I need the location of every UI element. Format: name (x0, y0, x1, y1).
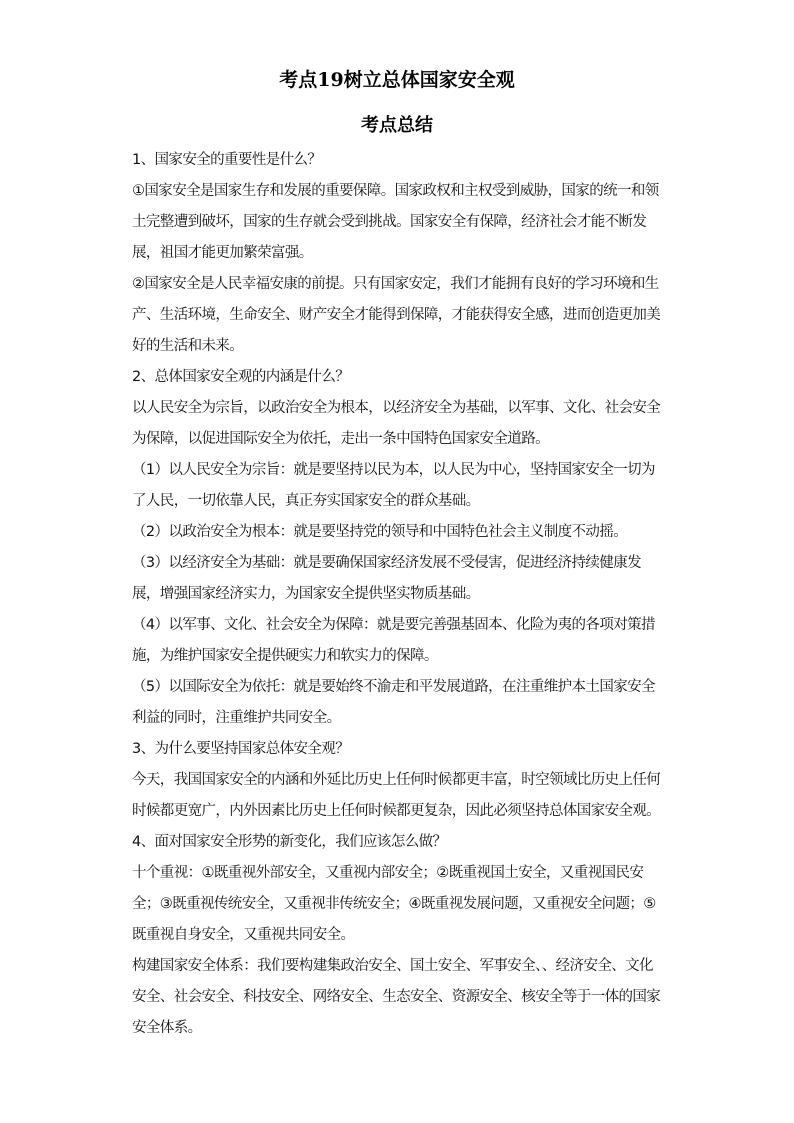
paragraph: （3）以经济安全为基础：就是要确保国家经济发展不受侵害，促进经济持续健康发展，增强国家经济实力，为国家安全提供坚实物质基础。 (132, 555, 642, 602)
document-body (132, 145, 664, 1044)
paragraph: （4）以军事、文化、社会安全为保障：就是要完善强基固本、化险为夷的各项对策措施，为维护国家安全提供硬实力和软实力的保障。 (132, 617, 655, 664)
document-subtitle: 考点总结 (361, 115, 433, 136)
paragraph: 构建国家安全体系：我们要构建集政治安全、国土安全、军事安全、、经济安全、文化安全、社会安全、科技安全、网络安全、生态安全、资源安全、核安全等于一体的国家安全体系。 (132, 958, 661, 1036)
document-title: 考点19树立总体国家安全观 (279, 69, 515, 91)
paragraph: ①国家安全是国家生存和发展的重要保障。国家政权和主权受到威胁，国家的统一和领土完整遭到破坏，国家的生存就会受到挑战。国家安全有保障，经济社会才能不断发展，祖国才能更加繁荣富强。 (132, 183, 659, 261)
paragraph: （2）以政治安全为根本：就是要坚持党的领导和中国特色社会主义制度不动摇。 (132, 524, 628, 540)
paragraph: 今天，我国国家安全的内涵和外延比历史上任何时候都更丰富，时空领域比历史上任何时候都更宽广，内外因素比历史上任何时候都更复杂，因此必须坚持总体国家安全观。 (132, 772, 661, 819)
paragraph: （1）以人民安全为宗旨：就是要坚持以民为本，以人民为中心，坚持国家安全一切为了人民，一切依靠人民，真正夯实国家安全的群众基础。 (132, 462, 655, 509)
paragraph: 十个重视：①既重视外部安全，又重视内部安全；②既重视国土安全，又重视国民安全；③既重视传统安全，又重视非传统安全；④既重视发展问题，又重视安全问题；⑤既重视自身安全，又重视共同安全。 (132, 865, 656, 943)
question-4-heading: 4、面对国家安全形势的新变化，我们应该怎么做？ (132, 834, 447, 850)
paragraph: ②国家安全是人民幸福安康的前提。只有国家安定，我们才能拥有良好的学习环境和生产、生活环境，生命安全、财产安全才能得到保障，才能获得安全感，进而创造更加美好的生活和未来。 (132, 276, 661, 354)
question-1-heading: 1、国家安全的重要性是什么？ (132, 152, 322, 168)
paragraph: （5）以国际安全为依托：就是要始终不渝走和平发展道路，在注重维护本土国家安全利益的同时，注重维护共同安全。 (132, 679, 655, 726)
question-3-heading: 3、为什么要坚持国家总体安全观？ (132, 741, 350, 757)
paragraph: 以人民安全为宗旨，以政治安全为根本，以经济安全为基础，以军事、文化、社会安全为保障，以促进国际安全为依托，走出一条中国特色国家安全道路。 (132, 400, 661, 447)
question-2-heading: 2、总体国家安全观的内涵是什么？ (132, 369, 350, 385)
